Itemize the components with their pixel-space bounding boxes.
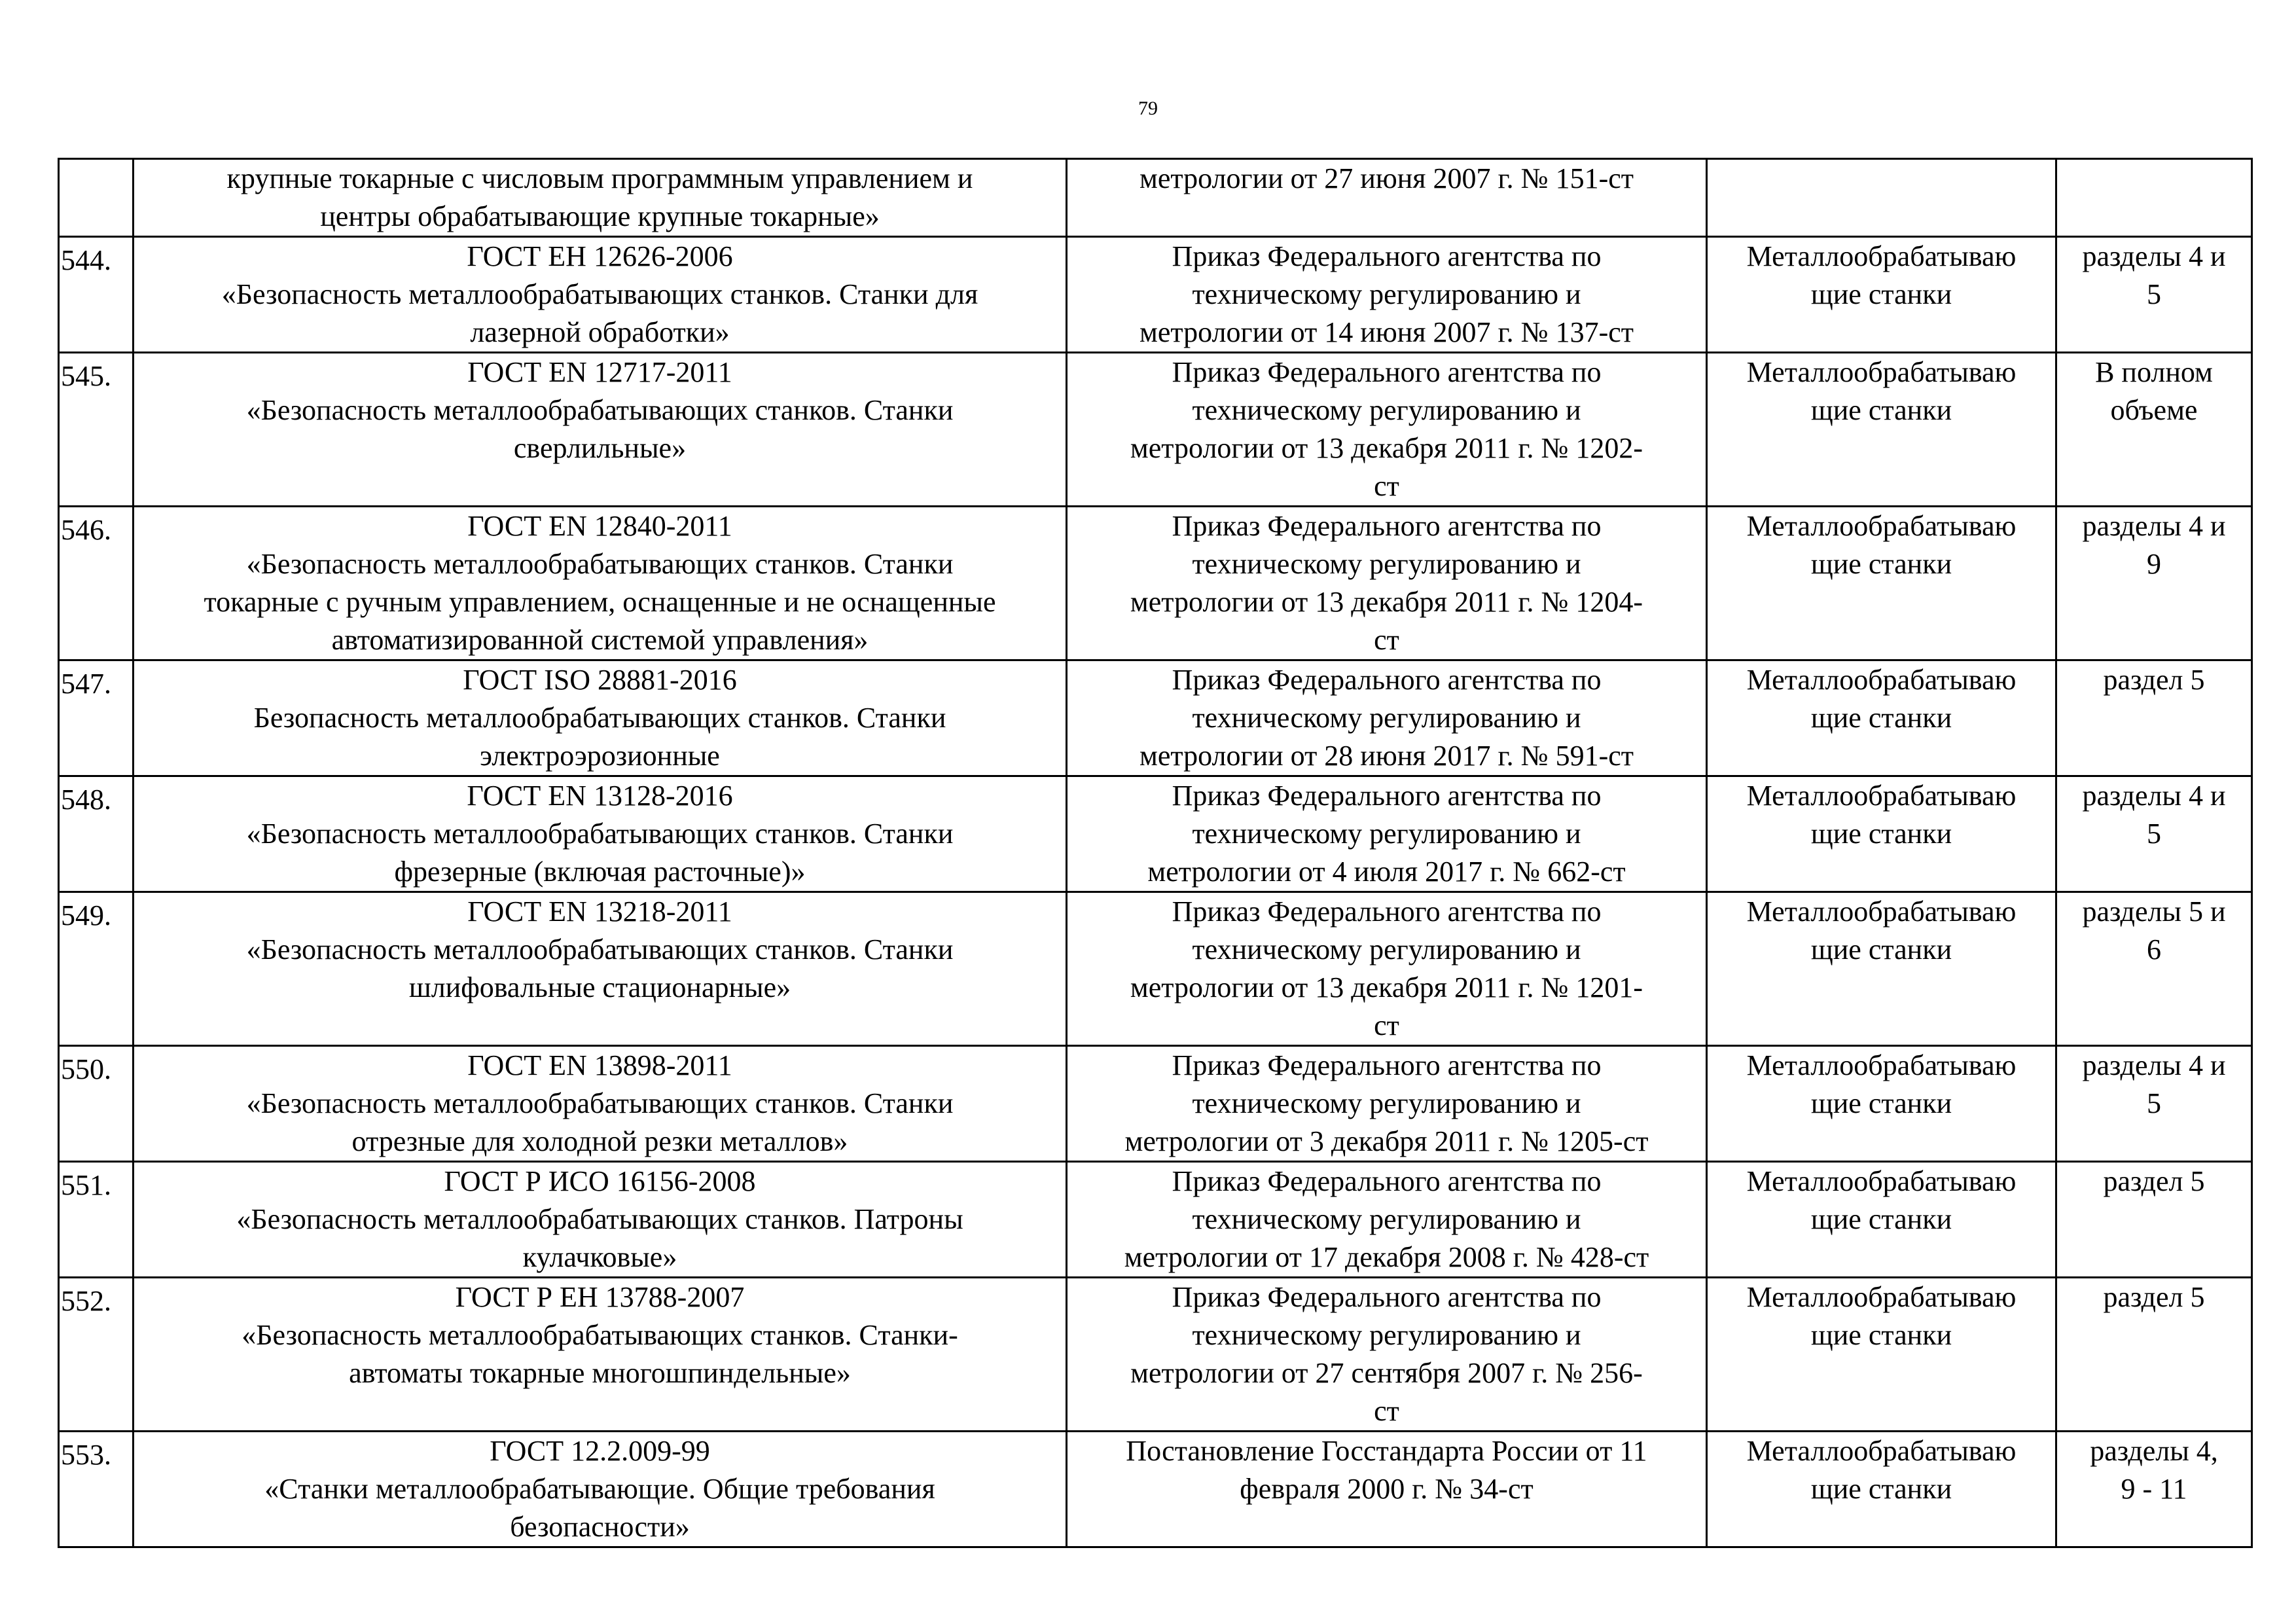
standard-line: «Безопасность металлообрабатывающих станков. Станки	[246, 394, 954, 426]
approval-order-line: техническому регулированию и	[1192, 394, 1581, 426]
approval-order-cell	[1067, 1278, 1707, 1432]
standard-cell	[134, 237, 1067, 353]
standard-line: ГОСТ ЕН 12626-2006	[467, 240, 733, 272]
applicable-sections-cell	[2056, 1278, 2252, 1432]
applicable-sections-line: разделы 5 и	[2082, 895, 2226, 928]
standard-line: ГОСТ 12.2.009-99	[490, 1435, 710, 1467]
standard-line: кулачковые»	[522, 1241, 677, 1273]
standard-cell	[134, 1278, 1067, 1432]
approval-order-line: Приказ Федерального агентства по	[1172, 895, 1602, 928]
standard-line: ГОСТ ISO 28881-2016	[463, 664, 737, 696]
approval-order-line: метрологии от 17 декабря 2008 г. № 428-ст	[1124, 1241, 1649, 1273]
row-number: 548.	[59, 776, 134, 892]
applicable-sections-line: 9	[2147, 548, 2161, 580]
standard-cell	[134, 353, 1067, 507]
standard-line: лазерной обработки»	[470, 316, 730, 348]
regulated-object-line: щие станки	[1810, 818, 1952, 850]
standard-line: центры обрабатывающие крупные токарные»	[320, 200, 880, 232]
applicable-sections-cell	[2056, 660, 2252, 776]
regulated-object-line: щие станки	[1810, 1087, 1952, 1119]
table-row	[59, 776, 2252, 892]
table-row	[59, 353, 2252, 507]
standard-line: «Безопасность металлообрабатывающих станков. Станки-	[242, 1319, 958, 1351]
approval-order-line: метрологии от 27 июня 2007 г. № 151-ст	[1139, 162, 1634, 194]
standard-line: автоматы токарные многошпиндельные»	[349, 1357, 851, 1389]
row-number: 545.	[59, 353, 134, 507]
standard-line: токарные с ручным управлением, оснащенные и не оснащенные	[204, 586, 996, 618]
applicable-sections-cell	[2056, 159, 2252, 237]
standards-table-body	[59, 159, 2252, 1547]
applicable-sections-line: 5	[2147, 1087, 2161, 1119]
approval-order-line: метрологии от 28 июня 2017 г. № 591-ст	[1139, 740, 1634, 772]
table-row	[59, 660, 2252, 776]
table-row	[59, 1432, 2252, 1547]
applicable-sections-line: разделы 4 и	[2082, 510, 2226, 542]
applicable-sections-line: раздел 5	[2103, 664, 2205, 696]
standard-line: Безопасность металлообрабатывающих станков. Станки	[253, 702, 946, 734]
approval-order-line: техническому регулированию и	[1192, 702, 1581, 734]
regulated-object-line: Металлообрабатываю	[1746, 895, 2017, 928]
approval-order-cell	[1067, 507, 1707, 660]
applicable-sections-line: разделы 4 и	[2082, 1049, 2226, 1081]
approval-order-line: метрологии от 13 декабря 2011 г. № 1201-	[1130, 971, 1643, 1003]
approval-order-line: Приказ Федерального агентства по	[1172, 240, 1602, 272]
regulated-object-line: щие станки	[1810, 278, 1952, 310]
table-row	[59, 1162, 2252, 1278]
applicable-sections-cell	[2056, 237, 2252, 353]
standard-line: ГОСТ EN 13128-2016	[467, 780, 733, 812]
standard-line: «Безопасность металлообрабатывающих станков. Станки для	[221, 278, 978, 310]
standard-line: ГОСТ EN 12840-2011	[467, 510, 732, 542]
standard-cell	[134, 1046, 1067, 1162]
applicable-sections-line: 5	[2147, 278, 2161, 310]
approval-order-line: Приказ Федерального агентства по	[1172, 510, 1602, 542]
standard-cell	[134, 159, 1067, 237]
regulated-object-line: Металлообрабатываю	[1746, 510, 2017, 542]
approval-order-cell	[1067, 159, 1707, 237]
approval-order-cell	[1067, 1432, 1707, 1547]
regulated-object-cell	[1707, 507, 2056, 660]
approval-order-line: Приказ Федерального агентства по	[1172, 1281, 1602, 1313]
table-row	[59, 892, 2252, 1046]
standard-line: шлифовальные стационарные»	[408, 971, 791, 1003]
standard-cell	[134, 1432, 1067, 1547]
regulated-object-cell	[1707, 1278, 2056, 1432]
regulated-object-line: Металлообрабатываю	[1746, 1049, 2017, 1081]
row-number	[59, 159, 134, 237]
approval-order-line: техническому регулированию и	[1192, 933, 1581, 965]
applicable-sections-cell	[2056, 353, 2252, 507]
applicable-sections-cell	[2056, 892, 2252, 1046]
table-row	[59, 507, 2252, 660]
standard-line: «Безопасность металлообрабатывающих станков. Патроны	[236, 1203, 963, 1235]
standard-line: ГОСТ EN 12717-2011	[467, 356, 732, 388]
approval-order-cell	[1067, 892, 1707, 1046]
approval-order-line: техническому регулированию и	[1192, 1203, 1581, 1235]
row-number: 544.	[59, 237, 134, 353]
regulated-object-line: щие станки	[1810, 1319, 1952, 1351]
regulated-object-line: Металлообрабатываю	[1746, 240, 2017, 272]
standard-line: крупные токарные с числовым программным управлением и	[226, 162, 973, 194]
applicable-sections-cell	[2056, 776, 2252, 892]
standard-line: фрезерные (включая расточные)»	[394, 856, 806, 888]
regulated-object-line: Металлообрабатываю	[1746, 356, 2017, 388]
standard-line: ГОСТ EN 13898-2011	[467, 1049, 732, 1081]
applicable-sections-line: разделы 4,	[2090, 1435, 2218, 1467]
approval-order-cell	[1067, 1046, 1707, 1162]
applicable-sections-line: В полном	[2095, 356, 2213, 388]
standards-table	[58, 158, 2253, 1548]
standard-line: «Безопасность металлообрабатывающих станков. Станки	[246, 1087, 954, 1119]
approval-order-cell	[1067, 776, 1707, 892]
regulated-object-line: Металлообрабатываю	[1746, 1281, 2017, 1313]
regulated-object-line: щие станки	[1810, 1203, 1952, 1235]
applicable-sections-line: разделы 4 и	[2082, 240, 2226, 272]
approval-order-line: Приказ Федерального агентства по	[1172, 1165, 1602, 1197]
applicable-sections-line: 6	[2147, 933, 2161, 965]
regulated-object-cell	[1707, 1432, 2056, 1547]
approval-order-line: метрологии от 27 сентября 2007 г. № 256-	[1130, 1357, 1643, 1389]
approval-order-line: метрологии от 14 июня 2007 г. № 137-ст	[1139, 316, 1634, 348]
standard-line: сверлильные»	[513, 432, 687, 464]
standard-line: «Безопасность металлообрабатывающих станков. Станки	[246, 818, 954, 850]
approval-order-line: техническому регулированию и	[1192, 278, 1581, 310]
approval-order-line: метрологии от 4 июля 2017 г. № 662-ст	[1147, 856, 1626, 888]
row-number: 551.	[59, 1162, 134, 1278]
approval-order-line: техническому регулированию и	[1192, 1087, 1581, 1119]
standard-cell	[134, 507, 1067, 660]
approval-order-line: ст	[1374, 1395, 1399, 1427]
standard-line: автоматизированной системой управления»	[331, 624, 869, 656]
approval-order-line: ст	[1374, 470, 1399, 502]
standard-cell	[134, 660, 1067, 776]
standard-line: электроэрозионные	[480, 740, 720, 772]
approval-order-line: Приказ Федерального агентства по	[1172, 664, 1602, 696]
standard-line: «Безопасность металлообрабатывающих станков. Станки	[246, 933, 954, 965]
applicable-sections-line: объеме	[2110, 394, 2198, 426]
applicable-sections-line: 9 - 11	[2121, 1473, 2187, 1505]
approval-order-line: Приказ Федерального агентства по	[1172, 356, 1602, 388]
regulated-object-cell	[1707, 776, 2056, 892]
table-row	[59, 159, 2252, 237]
standard-cell	[134, 1162, 1067, 1278]
applicable-sections-line: разделы 4 и	[2082, 780, 2226, 812]
approval-order-line: ст	[1374, 624, 1399, 656]
approval-order-line: техническому регулированию и	[1192, 548, 1581, 580]
approval-order-cell	[1067, 237, 1707, 353]
applicable-sections-line: раздел 5	[2103, 1281, 2205, 1313]
regulated-object-cell	[1707, 892, 2056, 1046]
approval-order-line: метрологии от 13 декабря 2011 г. № 1204-	[1130, 586, 1643, 618]
regulated-object-cell	[1707, 660, 2056, 776]
approval-order-cell	[1067, 660, 1707, 776]
applicable-sections-cell	[2056, 1432, 2252, 1547]
regulated-object-cell	[1707, 353, 2056, 507]
regulated-object-line: Металлообрабатываю	[1746, 664, 2017, 696]
table-row	[59, 1046, 2252, 1162]
approval-order-line: метрологии от 3 декабря 2011 г. № 1205-ст	[1124, 1125, 1649, 1157]
approval-order-line: метрологии от 13 декабря 2011 г. № 1202-	[1130, 432, 1643, 464]
regulated-object-line: щие станки	[1810, 1473, 1952, 1505]
standard-line: отрезные для холодной резки металлов»	[351, 1125, 848, 1157]
regulated-object-cell	[1707, 237, 2056, 353]
regulated-object-cell	[1707, 159, 2056, 237]
approval-order-cell	[1067, 1162, 1707, 1278]
table-row	[59, 237, 2252, 353]
standard-line: ГОСТ EN 13218-2011	[467, 895, 732, 928]
standard-cell	[134, 776, 1067, 892]
regulated-object-line: щие станки	[1810, 394, 1952, 426]
standard-line: ГОСТ Р ЕН 13788-2007	[455, 1281, 745, 1313]
row-number: 549.	[59, 892, 134, 1046]
approval-order-line: техническому регулированию и	[1192, 1319, 1581, 1351]
regulated-object-cell	[1707, 1046, 2056, 1162]
approval-order-cell	[1067, 353, 1707, 507]
standard-line: ГОСТ Р ИСО 16156-2008	[444, 1165, 756, 1197]
regulated-object-line: щие станки	[1810, 933, 1952, 965]
row-number: 553.	[59, 1432, 134, 1547]
approval-order-line: Приказ Федерального агентства по	[1172, 780, 1602, 812]
standard-line: «Станки металлообрабатывающие. Общие требования	[264, 1473, 935, 1505]
row-number: 550.	[59, 1046, 134, 1162]
applicable-sections-cell	[2056, 1046, 2252, 1162]
applicable-sections-cell	[2056, 1162, 2252, 1278]
approval-order-line: Постановление Госстандарта России от 11	[1126, 1435, 1647, 1467]
regulated-object-line: Металлообрабатываю	[1746, 1435, 2017, 1467]
standard-line: безопасности»	[510, 1511, 690, 1543]
regulated-object-line: Металлообрабатываю	[1746, 1165, 2017, 1197]
applicable-sections-line: раздел 5	[2103, 1165, 2205, 1197]
regulated-object-cell	[1707, 1162, 2056, 1278]
regulated-object-line: щие станки	[1810, 548, 1952, 580]
row-number: 547.	[59, 660, 134, 776]
row-number: 546.	[59, 507, 134, 660]
standard-line: «Безопасность металлообрабатывающих станков. Станки	[246, 548, 954, 580]
applicable-sections-cell	[2056, 507, 2252, 660]
regulated-object-line: щие станки	[1810, 702, 1952, 734]
approval-order-line: Приказ Федерального агентства по	[1172, 1049, 1602, 1081]
approval-order-line: февраля 2000 г. № 34-ст	[1240, 1473, 1534, 1505]
approval-order-line: техническому регулированию и	[1192, 818, 1581, 850]
standard-cell	[134, 892, 1067, 1046]
applicable-sections-line: 5	[2147, 818, 2161, 850]
regulated-object-line: Металлообрабатываю	[1746, 780, 2017, 812]
page-number: 79	[1138, 98, 1158, 119]
approval-order-line: ст	[1374, 1009, 1399, 1041]
row-number: 552.	[59, 1278, 134, 1432]
table-row	[59, 1278, 2252, 1432]
